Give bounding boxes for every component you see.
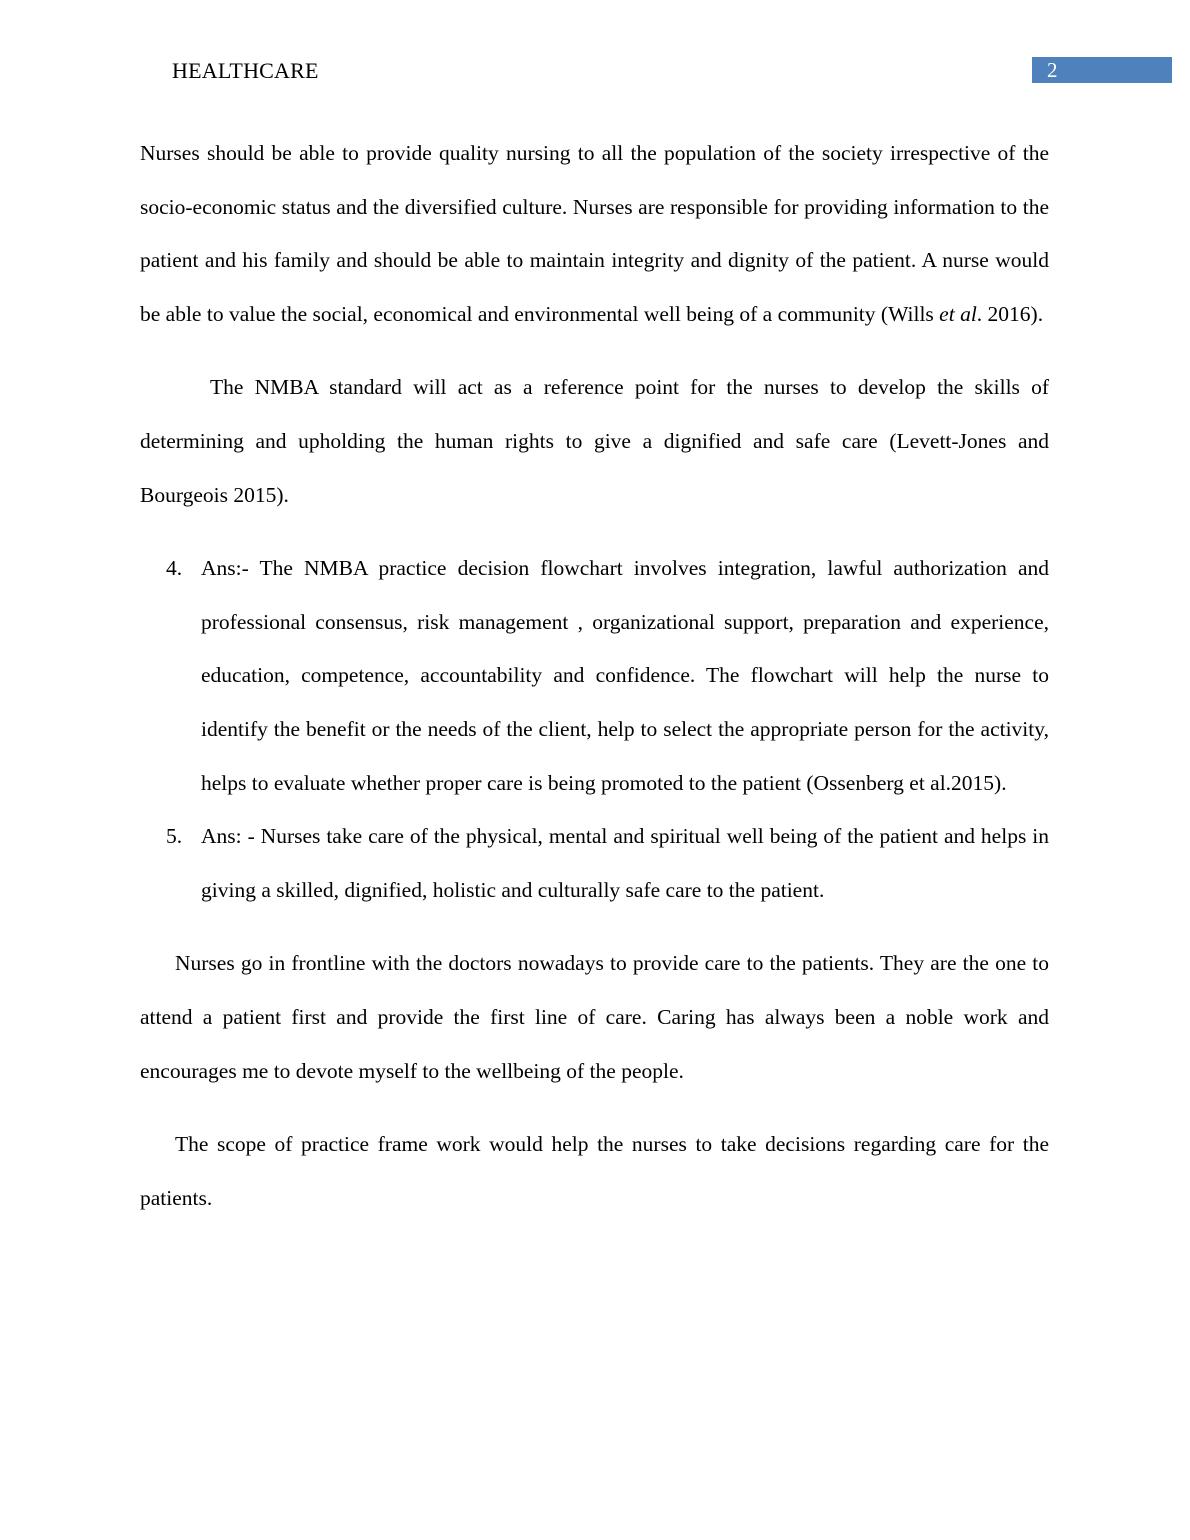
document-body	[140, 127, 1049, 1225]
paragraph-nurses-frontline: Nurses go in frontline with the doctors nowadays to provide care to the patients. They are the one to attend a patient first and provide the first line of care. Caring has always been a noble work and encourages me to devote myself to the wellbeing of the people.	[140, 951, 1049, 1083]
paragraph-text: Nurses should be able to provide quality nursing to all the population of the society irrespective of the socio-economic status and the diversified culture. Nurses are responsible for providing information to the patient and his family and should be able to maintain integrity and dignity of the patient. A nurse would be able to value the social, economical and environmental well being of a community (Wills	[140, 141, 1049, 327]
list-item-answer-5	[140, 810, 1049, 917]
paragraph-nmba-standard: The NMBA standard will act as a reference point for the nurses to develop the skills of determining and upholding the human rights to give a dignified and safe care (Levett-Jones and Bourgeois 2015).	[140, 375, 1049, 507]
answers-list	[140, 542, 1049, 918]
list-number: 4.	[166, 555, 183, 580]
citation-et-al: et al	[939, 302, 977, 327]
running-header-title: HEALTHCARE	[172, 58, 319, 83]
list-item-text: Ans: - Nurses take care of the physical, mental and spiritual well being of the patient and helps in giving a skilled, dignified, holistic and culturally safe care to the patient.	[201, 824, 1049, 903]
list-item-answer-4	[140, 542, 1049, 811]
page-number: 2	[1032, 57, 1172, 83]
paragraph-text-end: . 2016).	[976, 302, 1044, 327]
list-number: 5.	[166, 824, 183, 849]
paragraph-nurses-quality-care	[140, 127, 1049, 342]
paragraph-scope-of-practice: The scope of practice frame work would help the nurses to take decisions regarding care for the patients.	[140, 1131, 1049, 1210]
list-item-text: Ans:- The NMBA practice decision flowchart involves integration, lawful authorization and professional consensus, risk management , organizational support, preparation and experience, education, competence, accountability and confidence. The flowchart will help the nurse to identify the benefit or the needs of the client, help to select the appropriate person for the activity, helps to evaluate whether proper care is being promoted to the patient (Ossenberg et al.2015).	[201, 555, 1049, 795]
